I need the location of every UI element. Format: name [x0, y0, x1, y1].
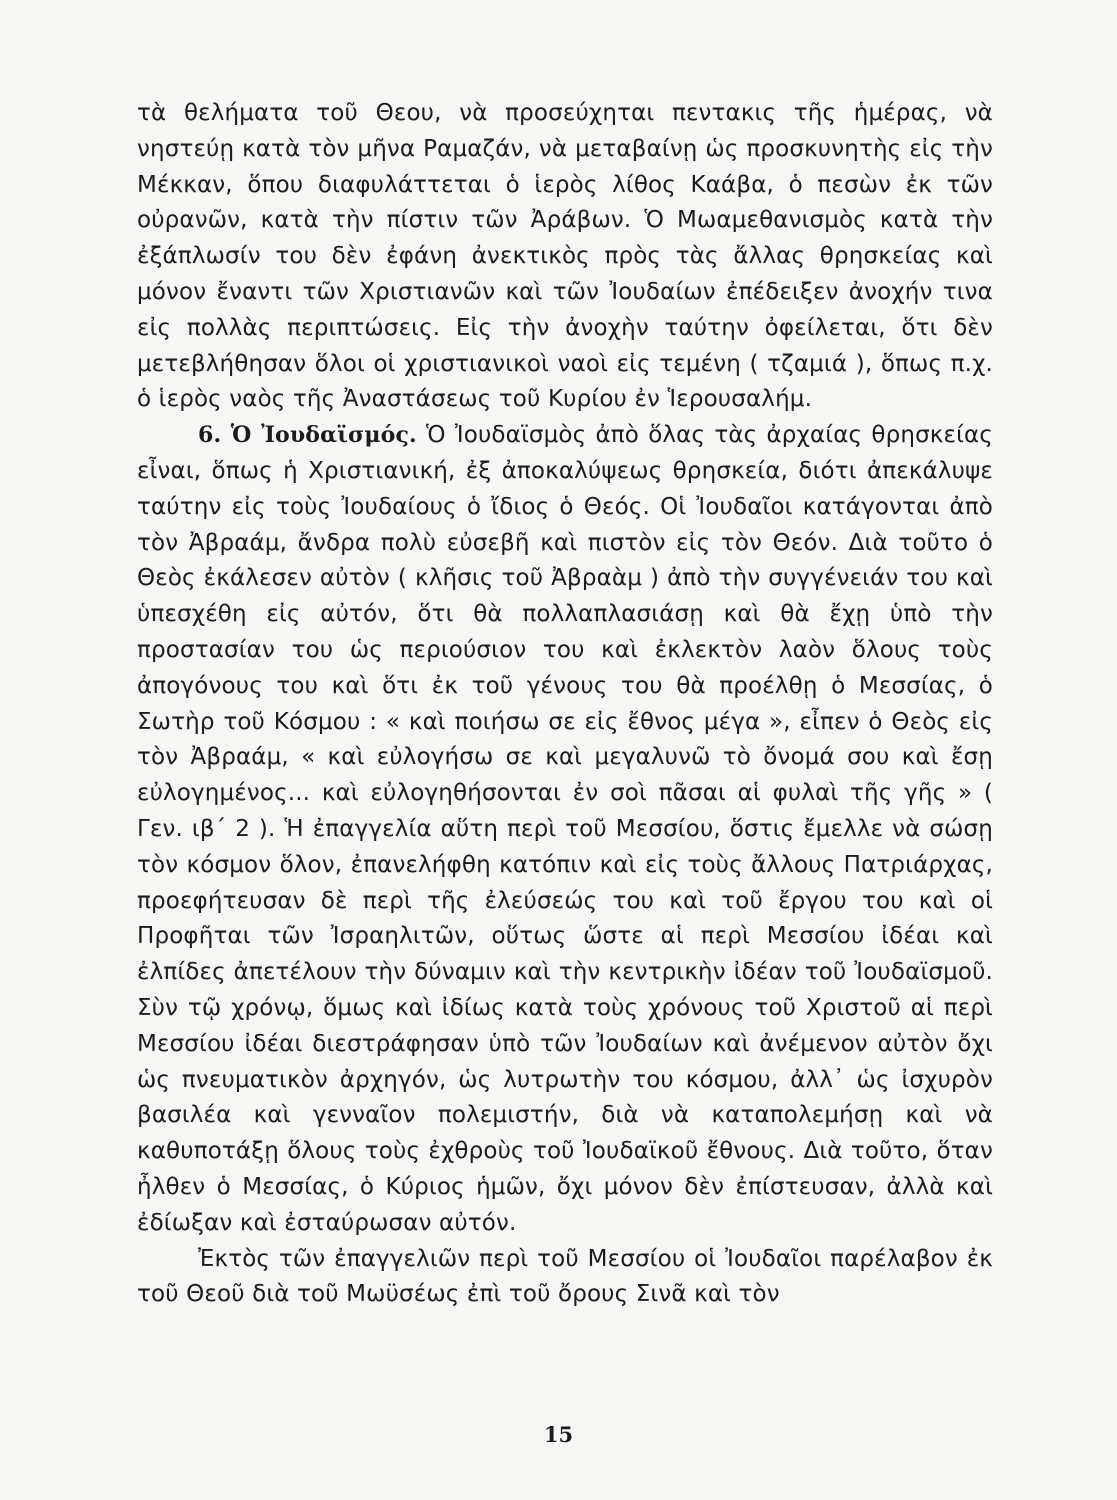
paragraph-continued: τὰ θελήματα τοῦ Θεου, νὰ προσεύχηται πεντακις τῆς ἡμέρας, νὰ νηστεύῃ κατὰ τὸν μῆνα Ραμαζάν, νὰ μεταβαίνῃ ὡς προσκυνητὴς εἰς τὴν Μέκκαν, ὅπου διαφυλάττεται ὁ ἱερὸς λίθος Καάβα, ὁ πεσὼν ἐκ τῶν οὐρανῶν, κατὰ τὴν πίστιν τῶν Ἀράβων. Ὁ Μωαμεθανισμὸς κατὰ τὴν ἐξάπλωσίν του δὲν ἐφάνη ἀνεκτικὸς πρὸς τὰς ἄλλας θρησκείας καὶ μόνον ἔναντι τῶν Χριστιανῶν καὶ τῶν Ἰουδαίων ἐπέδειξεν ἀνοχήν τινα εἰς πολλὰς περιπτώσεις. Εἰς τὴν ἀνοχὴν ταύτην ὀφείλεται, ὅτι δὲν μετεβλήθησαν ὅλοι οἱ χριστιανικοὶ ναοὶ εἰς τεμένη ( τζαμιά ), ὅπως π.χ. ὁ ἱερὸς ναὸς τῆς Ἀναστάσεως τοῦ Κυρίου ἐν Ἱερουσαλήμ. — [137, 100, 993, 413]
paragraph-final: Ἐκτὸς τῶν ἐπαγγελιῶν περὶ τοῦ Μεσσίου οἱ Ἰουδαῖοι παρέλαβον ἐκ τοῦ Θεοῦ διὰ τοῦ Μωϋσέως ἐπὶ τοῦ ὄρους Σινᾶ καὶ τὸν — [137, 1245, 993, 1308]
paragraph-judaism-text: Ὁ Ἰουδαϊσμὸς ἀπὸ ὅλας τὰς ἀρχαίας θρησκείας εἶναι, ὅπως ἡ Χριστιανική, ἐξ ἀποκαλύψεως θρησκεία, διότι ἀπεκάλυψε ταύτην εἰς τοὺς Ἰουδαίους ὁ ἴδιος ὁ Θεός. Οἱ Ἰουδαῖοι κατάγονται ἀπὸ τὸν Ἀβραάμ, ἄνδρα πολὺ εὐσεβῆ καὶ πιστὸν εἰς τὸν Θεόν. Διὰ τοῦτο ὁ Θεὸς ἐκάλεσεν αὐτὸν ( κλῆσις τοῦ Ἀβραὰμ ) ἀπὸ τὴν συγγένειάν του καὶ ὑπεσχέθη εἰς αὐτόν, ὅτι θὰ πολλαπλασιάσῃ καὶ θὰ ἔχῃ ὑπὸ τὴν προστασίαν του ὡς περιούσιον του καὶ ἐκλεκτὸν λαὸν ὅλους τοὺς ἀπογόνους του καὶ ὅτι ἐκ τοῦ γένους του θὰ προέλθῃ ὁ Μεσσίας, ὁ Σωτὴρ τοῦ Κόσμου : « καὶ ποιήσω σε εἰς ἔθνος μέγα », εἶπεν ὁ Θεὸς εἰς τὸν Ἀβραάμ, « καὶ εὐλογήσω σε καὶ μεγαλυνῶ τὸ ὄνομά σου καὶ ἔσῃ εὐλογημένος... καὶ εὐλογηθήσονται ἐν σοὶ πᾶσαι αἱ φυλαὶ τῆς γῆς » ( Γεν. ιβ΄ 2 ). Ἡ ἐπαγγελία αὕτη περὶ τοῦ Μεσσίου, ὅστις ἔμελλε νὰ σώσῃ τὸν κόσμον ὅλον, ἐπανελήφθη κατόπιν καὶ εἰς τοὺς ἄλλους Πατριάρχας, προεφήτευσαν δὲ περὶ τῆς ἐλεύσεώς του καὶ τοῦ ἔργου του καὶ οἱ Προφῆται τῶν Ἰσραηλιτῶν, οὕτως ὥστε αἱ περὶ Μεσσίου ἰδέαι καὶ ἐλπίδες ἀπετέλουν τὴν δύναμιν καὶ τὴν κεντρικὴν ἰδέαν τοῦ Ἰουδαϊσμοῦ. Σὺν τῷ χρόνῳ, ὅμως καὶ ἰδίως κατὰ τοὺς χρόνους τοῦ Χριστοῦ αἱ περὶ Μεσσίου ἰδέαι διεστράφησαν ὑπὸ τῶν Ἰουδαίων καὶ ἀνέμενον αὐτὸν ὄχι ὡς πνευματικὸν ἀρχηγόν, ὡς λυτρωτὴν του κόσμου, ἀλλ᾽ ὡς ἰσχυρὸν βασιλέα καὶ γενναῖον πολεμιστήν, διὰ νὰ καταπολεμήσῃ καὶ νὰ καθυποτάξῃ ὅλους τοὺς ἐχθροὺς τοῦ Ἰουδαϊκοῦ ἔθνους. Διὰ τοῦτο, ὅταν ἦλθεν ὁ Μεσσίας, ὁ Κύριος ἡμῶν, ὄχι μόνον δὲν ἐπίστευσαν, ἀλλὰ καὶ ἐδίωξαν καὶ ἐσταύρωσαν αὐτόν. — [137, 422, 993, 1236]
page-number: 15 — [543, 1422, 574, 1447]
section-heading: 6. Ὁ Ἰουδαϊσμός. — [198, 422, 417, 449]
paragraph-judaism — [137, 418, 993, 1241]
body-text — [137, 96, 993, 1313]
